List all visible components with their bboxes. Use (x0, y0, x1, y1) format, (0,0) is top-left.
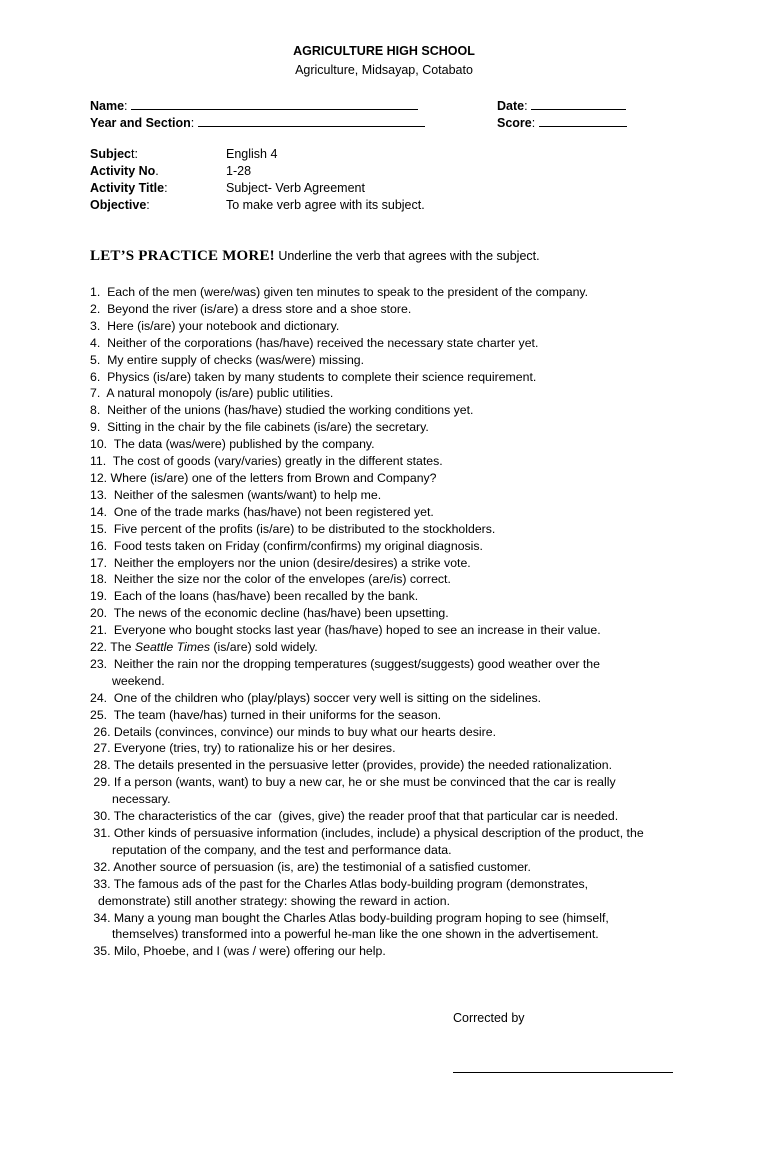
corrected-by-label: Corrected by (453, 1011, 525, 1025)
activity-title-key: Activity Title (90, 181, 165, 195)
exercise-text-part: 3. Here (is/are) your notebook and dictionary. (90, 318, 340, 333)
exercise-text-part: 28. The details presented in the persuasive letter (provides, provide) the needed rationalization. (90, 758, 613, 773)
exercise-text-part: 35. Milo, Phoebe, and I (was / were) offering our help. (90, 944, 386, 959)
exercise-item (90, 588, 690, 605)
exercise-text (90, 656, 690, 673)
school-name: AGRICULTURE HIGH SCHOOL (293, 44, 475, 58)
exercise-item (90, 402, 690, 419)
exercise-text (90, 740, 690, 757)
exercise-item (90, 284, 690, 301)
exercise-text-part: 33. The famous ads of the past for the Charles Atlas body-building program (demonstrates, (90, 876, 589, 891)
subject-key: Subjec (90, 147, 131, 161)
exercise-text (90, 521, 690, 538)
exercise-item (90, 605, 690, 622)
exercise-item (90, 521, 690, 538)
exercise-item (90, 470, 690, 487)
school-address: Agriculture, Midsayap, Cotabato (295, 63, 473, 77)
score-blank[interactable] (539, 115, 627, 127)
exercise-text-part: 15. Five percent of the profits (is/are) to be distributed to the stockholders. (90, 521, 496, 536)
activity-no-value: 1-28 (226, 164, 252, 178)
exercise-text-part: 18. Neither the size nor the color of the envelopes (are/is) correct. (90, 572, 451, 587)
exercise-text-part: 7. A natural monopoly (is/are) public utilities. (90, 386, 334, 401)
exercise-text-part: 24. One of the children who (play/plays) soccer very well is sitting on the sidelines. (90, 690, 542, 705)
exercise-text (90, 301, 690, 318)
subject-value: English 4 (226, 147, 278, 161)
exercise-text-part: 26. Details (convinces, convince) our minds to buy what our hearts desire. (90, 724, 496, 739)
exercise-italic-title: Seattle Times (134, 640, 210, 655)
activity-no-key-dot: . (155, 164, 159, 178)
exercise-item (90, 825, 690, 859)
exercise-item (90, 555, 690, 572)
exercise-text (90, 436, 690, 453)
exercise-text (90, 757, 690, 774)
exercise-text-part: 32. Another source of persuasion (is, are) the testimonial of a satisfied customer. (90, 859, 531, 874)
exercise-text-part: 34. Many a young man bought the Charles Atlas body-building program hoping to see (himself, (90, 910, 609, 925)
exercise-item (90, 808, 690, 825)
exercise-text-part: 30. The characteristics of the car (gives, give) the reader proof that that particular car is needed. (90, 809, 619, 824)
exercise-text-part: 12. Where (is/are) one of the letters from Brown and Company? (90, 470, 437, 485)
exercise-text (90, 774, 690, 791)
score-label: Score (497, 116, 532, 130)
exercise-item (90, 910, 690, 944)
exercise-text-part: 17. Neither the employers nor the union (desire/desires) a strike vote. (90, 555, 471, 570)
exercise-text (90, 504, 690, 521)
exercise-text-part: 19. Each of the loans (has/have) been recalled by the bank. (90, 589, 419, 604)
exercise-text-part: 2. Beyond the river (is/are) a dress store and a shoe store. (90, 301, 412, 316)
practice-heading (90, 248, 540, 265)
exercise-text-part: 5. My entire supply of checks (was/were) missing. (90, 352, 365, 367)
exercise-text-part: 9. Sitting in the chair by the file cabinets (is/are) the secretary. (90, 420, 429, 435)
exercise-text (90, 284, 690, 301)
exercise-item (90, 419, 690, 436)
exercise-item (90, 571, 690, 588)
exercise-text (90, 419, 690, 436)
exercise-text-part: 6. Physics (is/are) taken by many students to complete their science requirement. (90, 369, 537, 384)
exercise-text (90, 910, 690, 927)
exercise-item (90, 757, 690, 774)
exercise-text (90, 318, 690, 335)
exercise-text (90, 622, 690, 639)
subject-key-colon: t: (131, 147, 138, 161)
activity-no-key: Activity No (90, 164, 156, 178)
exercise-text-continuation: demonstrate) still another strategy: showing the reward in action. (98, 893, 451, 908)
exercise-item (90, 352, 690, 369)
practice-title: LET’S PRACTICE MORE! (90, 248, 275, 264)
score-field: Score: (497, 115, 627, 130)
name-field: Name: (90, 98, 418, 113)
objective-key-colon: : (146, 198, 150, 212)
exercise-text-part: 16. Food tests taken on Friday (confirm/confirms) my original diagnosis. (90, 538, 483, 553)
exercise-item (90, 369, 690, 386)
exercise-item (90, 707, 690, 724)
exercise-text-part: 29. If a person (wants, want) to buy a new car, he or she must be convinced that the car is really (90, 775, 616, 790)
exercise-text (90, 690, 690, 707)
exercise-text (90, 453, 690, 470)
objective-key: Objective (90, 198, 147, 212)
date-blank[interactable] (531, 98, 626, 110)
exercise-text-part: 14. One of the trade marks (has/have) not been registered yet. (90, 504, 434, 519)
exercise-item (90, 504, 690, 521)
date-label: Date (497, 99, 525, 113)
section-label: Year and Section (90, 116, 191, 130)
exercise-text (90, 724, 690, 741)
exercise-text (90, 555, 690, 572)
practice-instruction: Underline the verb that agrees with the subject. (274, 249, 540, 263)
exercise-text (90, 588, 690, 605)
exercise-item (90, 487, 690, 504)
exercise-text (90, 707, 690, 724)
exercise-text (90, 538, 690, 555)
objective-value: To make verb agree with its subject. (226, 198, 425, 212)
exercise-item (90, 436, 690, 453)
name-blank[interactable] (131, 98, 418, 110)
exercise-text (90, 605, 690, 622)
exercise-text (90, 385, 690, 402)
exercise-item (90, 690, 690, 707)
exercise-text-part: 10. The data (was/were) published by the company. (90, 437, 375, 452)
exercise-text (90, 808, 690, 825)
section-field: Year and Section: (90, 115, 425, 130)
exercise-item (90, 453, 690, 470)
exercise-text-part: 27. Everyone (tries, try) to rationalize his or her desires. (90, 741, 396, 756)
signature-line[interactable] (453, 1072, 673, 1073)
exercise-text-part: 8. Neither of the unions (has/have) studied the working conditions yet. (90, 403, 474, 418)
exercise-text-part: 11. The cost of goods (vary/varies) greatly in the different states. (90, 454, 443, 469)
exercise-item (90, 335, 690, 352)
exercise-text (90, 639, 690, 656)
exercise-text-part: 21. Everyone who bought stocks last year (has/have) hoped to see an increase in their value. (90, 623, 601, 638)
exercise-item (90, 538, 690, 555)
exercise-text (90, 571, 690, 588)
exercise-text (90, 402, 690, 419)
exercise-text-part: 20. The news of the economic decline (has/have) been upsetting. (90, 606, 449, 621)
exercise-item (90, 876, 690, 910)
activity-title-key-colon: : (164, 181, 168, 195)
exercise-text-part: 22. The (90, 640, 135, 655)
exercise-list (90, 284, 690, 960)
exercise-text (90, 369, 690, 386)
exercise-item (90, 622, 690, 639)
exercise-text-part: 31. Other kinds of persuasive information (includes, include) a physical description of the product, the (90, 826, 644, 840)
exercise-text-continuation: necessary. (112, 792, 171, 807)
exercise-text (90, 487, 690, 504)
exercise-item (90, 943, 690, 960)
exercise-text (90, 943, 690, 960)
exercise-text-continuation: weekend. (112, 673, 165, 688)
exercise-text (90, 352, 690, 369)
exercise-item (90, 740, 690, 757)
exercise-text (90, 876, 690, 893)
exercise-text-part: (is/are) sold widely. (209, 640, 318, 655)
exercise-item (90, 639, 690, 656)
exercise-text (90, 335, 690, 352)
exercise-text-part: 25. The team (have/has) turned in their uniforms for the season. (90, 707, 442, 722)
exercise-text-continuation: themselves) transformed into a powerful he-man like the one shown in the advertisement. (112, 927, 599, 942)
date-field: Date: (497, 98, 626, 113)
exercise-item (90, 318, 690, 335)
exercise-text (90, 470, 690, 487)
exercise-text-part: 23. Neither the rain nor the dropping temperatures (suggest/suggests) good weather over the (90, 656, 600, 671)
exercise-item (90, 656, 690, 690)
activity-title-value: Subject- Verb Agreement (226, 181, 365, 195)
exercise-text-continuation: reputation of the company, and the test and performance data. (112, 842, 452, 857)
section-blank[interactable] (198, 115, 425, 127)
exercise-item (90, 301, 690, 318)
exercise-text-part: 13. Neither of the salesmen (wants/want) to help me. (90, 487, 382, 502)
exercise-item (90, 859, 690, 876)
exercise-item (90, 724, 690, 741)
exercise-item (90, 385, 690, 402)
exercise-text-part: 4. Neither of the corporations (has/have) received the necessary state charter yet. (90, 335, 539, 350)
exercise-text (90, 859, 690, 876)
exercise-text (90, 825, 690, 842)
exercise-item (90, 774, 690, 808)
name-label: Name (90, 99, 125, 113)
exercise-text-part: 1. Each of the men (were/was) given ten minutes to speak to the president of the company. (90, 285, 589, 299)
